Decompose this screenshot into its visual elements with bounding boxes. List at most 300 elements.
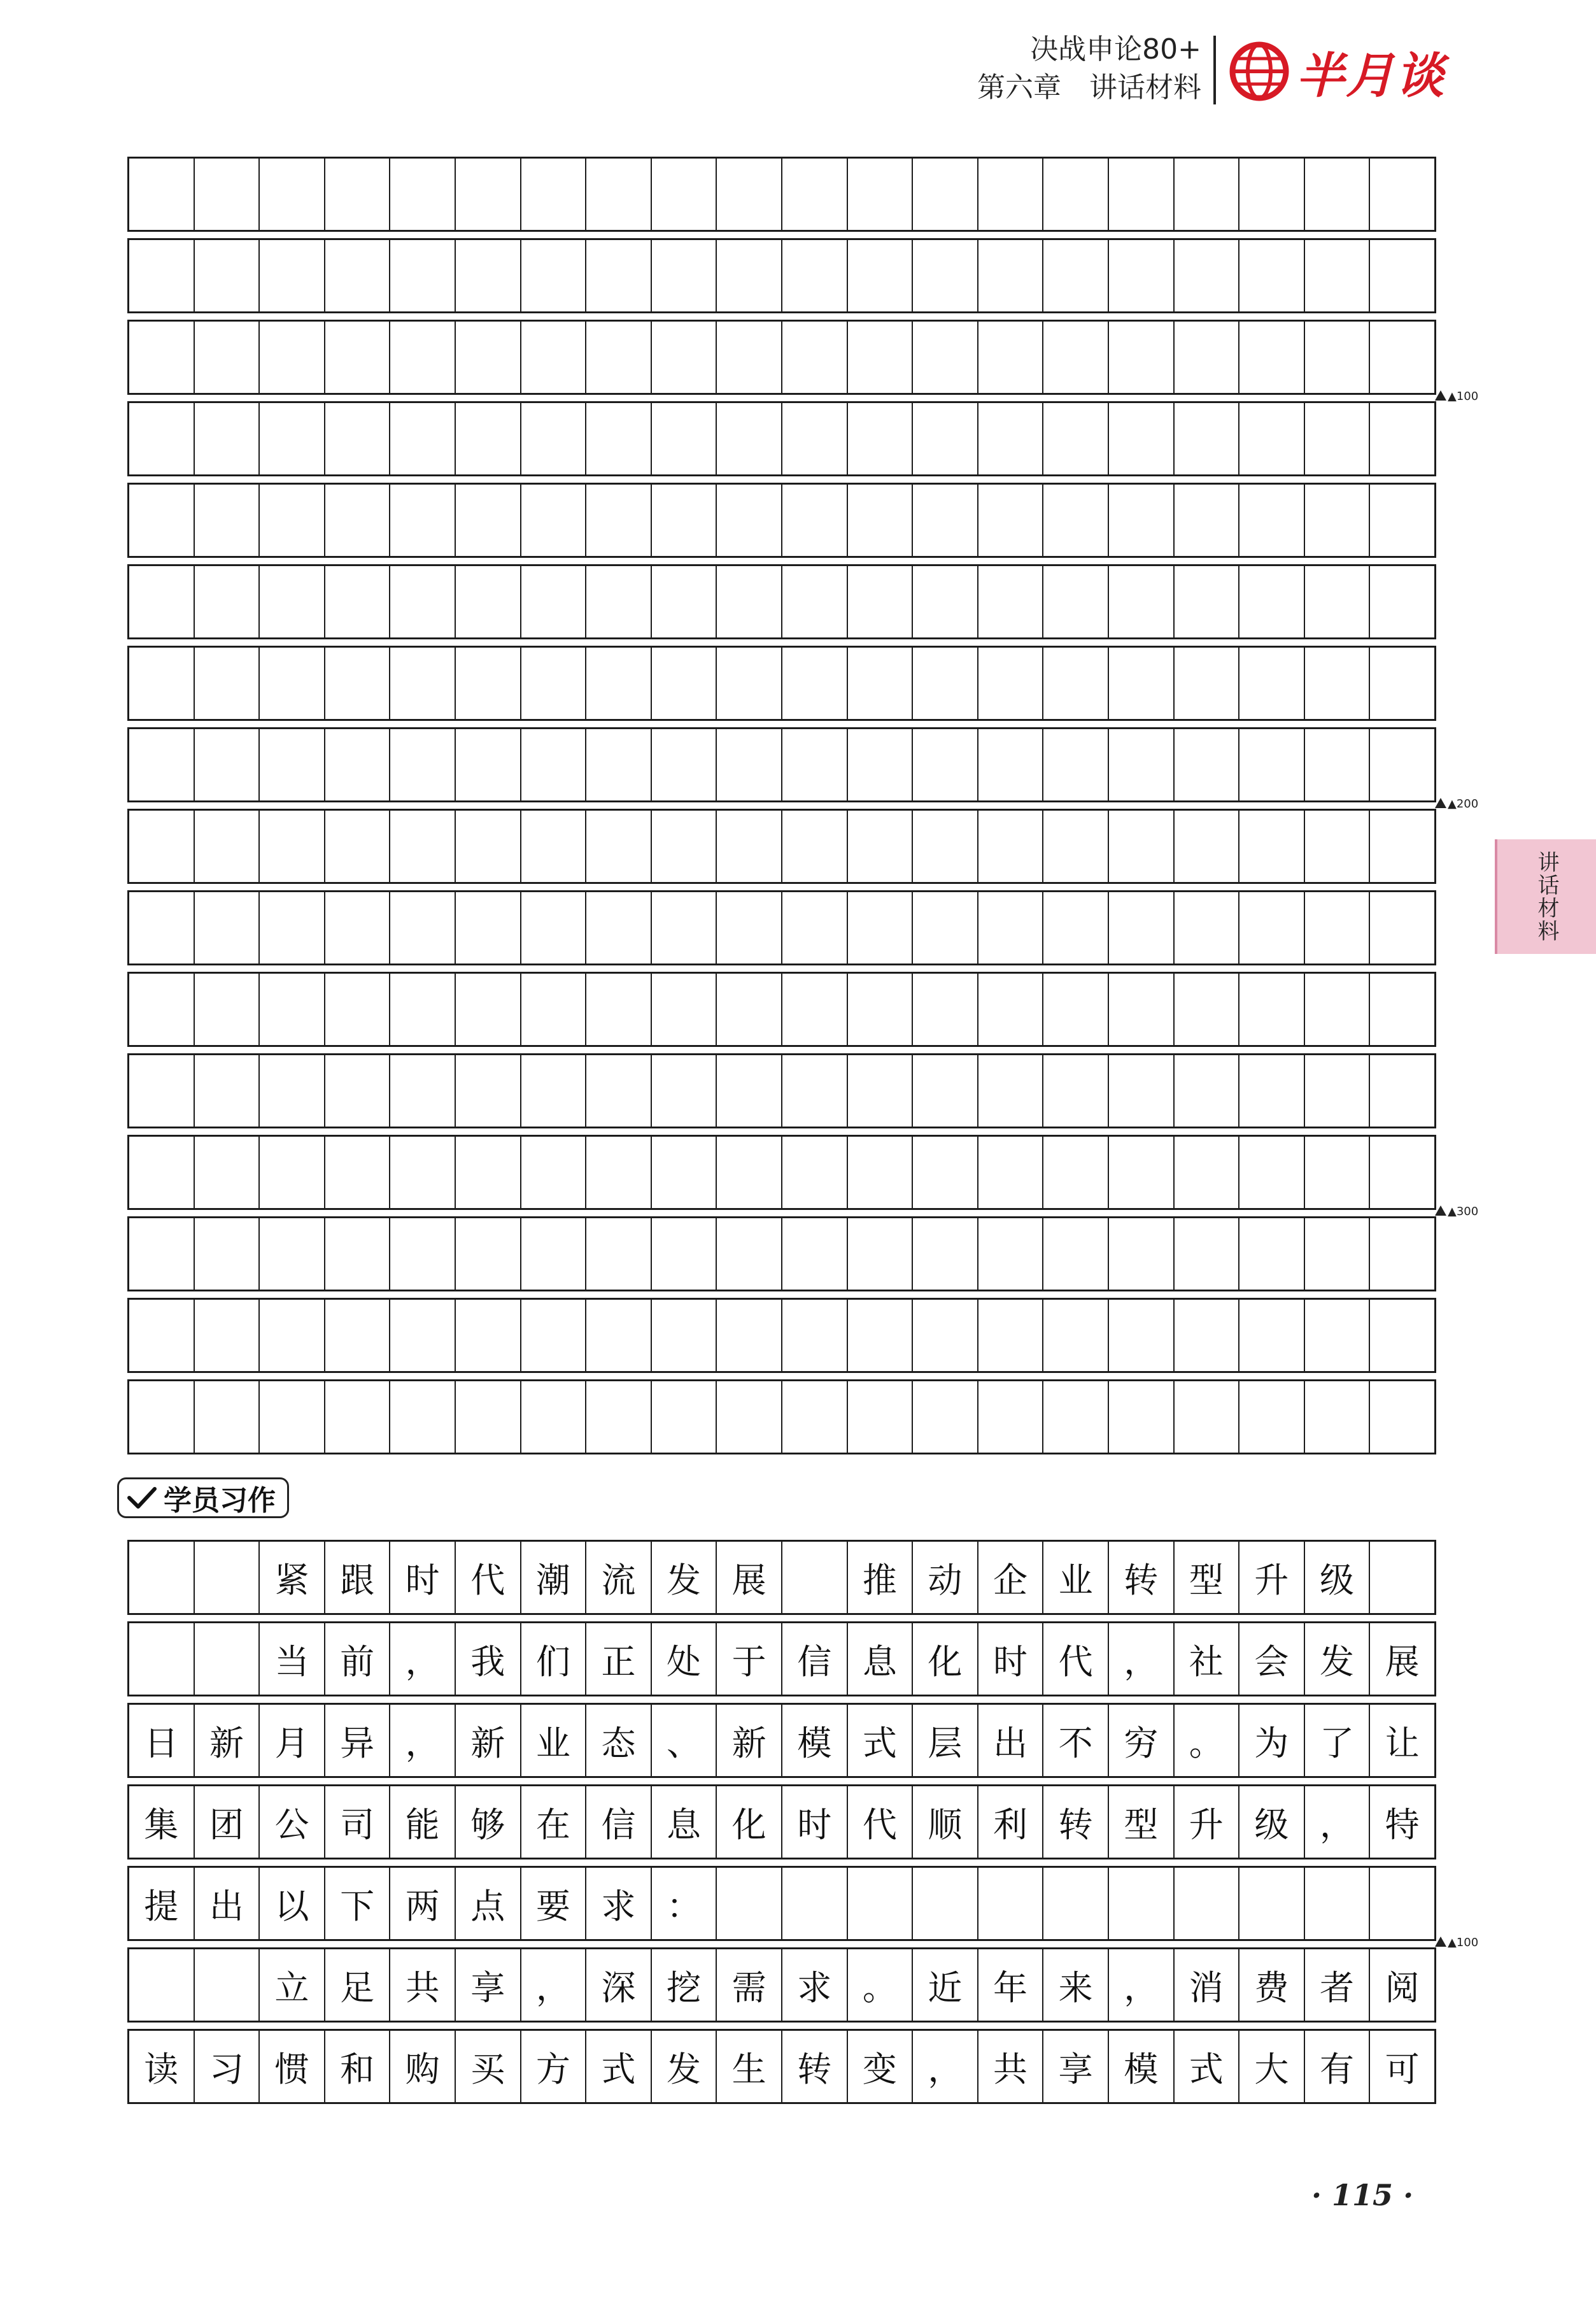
- grid-cell: [1304, 811, 1369, 882]
- grid-cell: [912, 240, 977, 311]
- grid-row: [127, 1216, 1436, 1291]
- grid-cell: [258, 1300, 324, 1371]
- grid-cell: [1238, 240, 1304, 311]
- grid-cell: [1369, 974, 1434, 1045]
- grid-cell: [847, 1381, 912, 1453]
- grid-cell: [1042, 1300, 1108, 1371]
- grid-cell: [1369, 892, 1434, 963]
- grid-cell: [912, 892, 977, 963]
- essay-cell: 和: [324, 2031, 390, 2102]
- grid-cell: [389, 1381, 455, 1453]
- grid-cell: [651, 159, 716, 230]
- grid-cell: [1304, 322, 1369, 393]
- grid-cell: [324, 648, 390, 719]
- essay-cell: 式: [847, 1705, 912, 1776]
- grid-cell: [455, 485, 520, 556]
- grid-cell: [1108, 240, 1173, 311]
- grid-cell: [1304, 159, 1369, 230]
- grid-cell: [1304, 566, 1369, 637]
- grid-cell: [977, 1300, 1043, 1371]
- essay-cell: 紧: [258, 1542, 324, 1613]
- grid-cell: [651, 1300, 716, 1371]
- grid-cell: [1304, 1137, 1369, 1208]
- essay-cell: 化: [912, 1623, 977, 1695]
- grid-cell: [781, 892, 847, 963]
- grid-cell: [1238, 892, 1304, 963]
- grid-cell: [651, 485, 716, 556]
- grid-cell: [716, 974, 781, 1045]
- grid-cell: [781, 240, 847, 311]
- grid-cell: [324, 729, 390, 800]
- essay-row: [127, 1784, 1436, 1859]
- grid-cell: [1369, 240, 1434, 311]
- grid-marker-200: [1435, 797, 1478, 811]
- grid-cell: [324, 974, 390, 1045]
- grid-cell: [194, 811, 259, 882]
- essay-cell: 新: [455, 1705, 520, 1776]
- grid-cell: [585, 729, 651, 800]
- grid-cell: [1238, 1218, 1304, 1290]
- essay-cell: 异: [324, 1705, 390, 1776]
- grid-cell: [258, 1218, 324, 1290]
- grid-cell: [585, 485, 651, 556]
- grid-cell: [651, 1055, 716, 1127]
- essay-row: [127, 1866, 1436, 1941]
- grid-cell: [258, 566, 324, 637]
- grid-cell: [194, 1137, 259, 1208]
- grid-row: [127, 564, 1436, 639]
- grid-cell: [781, 811, 847, 882]
- grid-cell: [781, 566, 847, 637]
- grid-cell: [520, 1055, 586, 1127]
- grid-cell: [1173, 1137, 1239, 1208]
- grid-cell: [1173, 892, 1239, 963]
- grid-cell: [716, 485, 781, 556]
- grid-cell: [194, 974, 259, 1045]
- grid-cell: [520, 322, 586, 393]
- essay-cell: 有: [1304, 2031, 1369, 2102]
- grid-row: [127, 1298, 1436, 1373]
- brand-logo: [1229, 39, 1445, 103]
- grid-cell: [258, 403, 324, 474]
- grid-cell: [1108, 1218, 1173, 1290]
- grid-cell: [455, 974, 520, 1045]
- essay-cell: 息: [651, 1786, 716, 1858]
- grid-cell: [912, 1300, 977, 1371]
- essay-cell: [194, 1949, 259, 2021]
- essay-cell: 。: [847, 1949, 912, 2021]
- grid-cell: [1369, 729, 1434, 800]
- grid-cell: [1042, 322, 1108, 393]
- grid-cell: [585, 1137, 651, 1208]
- essay-cell: 发: [1304, 1623, 1369, 1695]
- grid-cell: [1173, 1300, 1239, 1371]
- essay-cell: ：: [651, 1868, 716, 1939]
- grid-cell: [520, 1300, 586, 1371]
- grid-cell: [520, 1137, 586, 1208]
- essay-cell: 能: [389, 1786, 455, 1858]
- grid-cell: [651, 1381, 716, 1453]
- grid-cell: [520, 648, 586, 719]
- grid-cell: [585, 159, 651, 230]
- grid-cell: [258, 1381, 324, 1453]
- essay-marker-label: ▲100: [1448, 1936, 1479, 1949]
- essay-cell: 读: [144, 2049, 179, 2089]
- grid-cell: [585, 1055, 651, 1127]
- grid-cell: [1369, 566, 1434, 637]
- essay-cell: 惯: [258, 2031, 324, 2102]
- grid-cell: [977, 892, 1043, 963]
- grid-cell: [1238, 1055, 1304, 1127]
- essay-cell: 升: [1238, 1542, 1304, 1613]
- essay-cell: 公: [258, 1786, 324, 1858]
- essay-cell: 流: [585, 1542, 651, 1613]
- grid-row: [127, 972, 1436, 1047]
- essay-cell: 习: [194, 2031, 259, 2102]
- grid-cell: [389, 1137, 455, 1208]
- essay-cell: ，: [1108, 1623, 1173, 1695]
- grid-cell: [194, 1300, 259, 1371]
- grid-cell: [1238, 1300, 1304, 1371]
- essay-cell: 级: [1304, 1542, 1369, 1613]
- grid-cell: [1238, 566, 1304, 637]
- grid-cell: [1042, 240, 1108, 311]
- essay-cell: 时: [781, 1786, 847, 1858]
- grid-cell: [324, 240, 390, 311]
- grid-cell: [977, 648, 1043, 719]
- grid-cell: [129, 1381, 194, 1453]
- grid-row: [127, 1053, 1436, 1128]
- grid-cell: [1369, 1055, 1434, 1127]
- essay-cell: 求: [585, 1868, 651, 1939]
- grid-cell: [194, 892, 259, 963]
- grid-cell: [1369, 1218, 1434, 1290]
- grid-cell: [1173, 729, 1239, 800]
- essay-cell: 新: [716, 1705, 781, 1776]
- essay-cell: [129, 1542, 194, 1613]
- grid-cell: [1108, 1300, 1173, 1371]
- grid-cell: [912, 1218, 977, 1290]
- essay-cell: 阅: [1369, 1949, 1434, 2021]
- grid-cell: [258, 485, 324, 556]
- grid-cell: [389, 485, 455, 556]
- essay-cell: 发: [651, 1542, 716, 1613]
- essay-cell: ，: [1304, 1786, 1369, 1858]
- grid-cell: [520, 974, 586, 1045]
- grid-cell: [912, 1381, 977, 1453]
- grid-cell: [781, 1055, 847, 1127]
- grid-cell: [520, 159, 586, 230]
- grid-cell: [977, 1218, 1043, 1290]
- grid-cell: [847, 892, 912, 963]
- essay-cell: 展: [1369, 1623, 1434, 1695]
- grid-cell: [1238, 1381, 1304, 1453]
- grid-cell: [1304, 729, 1369, 800]
- grid-cell: [1108, 159, 1173, 230]
- essay-cell: [1369, 1542, 1434, 1613]
- essay-cell: 点: [455, 1868, 520, 1939]
- essay-cell: 深: [585, 1949, 651, 2021]
- essay-cell: 不: [1042, 1705, 1108, 1776]
- essay-cell: [977, 1868, 1043, 1939]
- grid-cell: [1369, 648, 1434, 719]
- essay-cell: 享: [1042, 2031, 1108, 2102]
- essay-cell: 出: [194, 1868, 259, 1939]
- grid-cell: [258, 240, 324, 311]
- grid-row: [127, 646, 1436, 721]
- grid-cell: [324, 1300, 390, 1371]
- grid-cell: [1238, 974, 1304, 1045]
- grid-cell: [520, 566, 586, 637]
- grid-cell: [977, 1381, 1043, 1453]
- grid-cell: [651, 729, 716, 800]
- essay-cell: [129, 1949, 194, 2021]
- grid-cell: [1042, 159, 1108, 230]
- essay-cell: 提: [144, 1886, 179, 1926]
- essay-cell: 需: [716, 1949, 781, 2021]
- grid-cell: [1042, 729, 1108, 800]
- essay-cell: ，: [389, 1705, 455, 1776]
- side-tab: [1495, 839, 1596, 954]
- essay-cell: 息: [847, 1623, 912, 1695]
- grid-cell: [1042, 1218, 1108, 1290]
- grid-cell: [389, 974, 455, 1045]
- header-chapter: 第六章 讲话材料: [977, 71, 1201, 104]
- essay-cell: 特: [1369, 1786, 1434, 1858]
- grid-cell: [129, 485, 194, 556]
- grid-cell: [455, 1218, 520, 1290]
- essay-cell: 、: [651, 1705, 716, 1776]
- grid-cell: [1304, 485, 1369, 556]
- grid-cell: [455, 648, 520, 719]
- grid-cell: [1173, 566, 1239, 637]
- grid-cell: [1304, 1218, 1369, 1290]
- essay-cell: 型: [1173, 1542, 1239, 1613]
- grid-cell: [847, 1300, 912, 1371]
- grid-cell: [1173, 159, 1239, 230]
- grid-cell: [324, 1055, 390, 1127]
- essay-cell: 跟: [324, 1542, 390, 1613]
- grid-cell: [1108, 974, 1173, 1045]
- grid-cell: [716, 403, 781, 474]
- grid-cell: [1238, 1137, 1304, 1208]
- grid-cell: [977, 485, 1043, 556]
- essay-cell: 时: [389, 1542, 455, 1613]
- grid-cell: [258, 1055, 324, 1127]
- essay-cell: 时: [977, 1623, 1043, 1695]
- grid-cell: [781, 403, 847, 474]
- grid-cell: [585, 811, 651, 882]
- grid-cell: [847, 1055, 912, 1127]
- grid-cell: [1173, 322, 1239, 393]
- grid-cell: [781, 729, 847, 800]
- grid-cell: [847, 729, 912, 800]
- essay-cell: [129, 1623, 194, 1695]
- essay-cell: 近: [912, 1949, 977, 2021]
- grid-cell: [1173, 1218, 1239, 1290]
- grid-cell: [847, 1137, 912, 1208]
- grid-cell: [194, 648, 259, 719]
- essay-cell: 代: [847, 1786, 912, 1858]
- grid-cell: [585, 1218, 651, 1290]
- grid-cell: [1369, 403, 1434, 474]
- grid-cell: [389, 1300, 455, 1371]
- grid-cell: [455, 566, 520, 637]
- essay-cell: [781, 1868, 847, 1939]
- grid-cell: [324, 811, 390, 882]
- essay-cell: 化: [716, 1786, 781, 1858]
- essay-cell: 在: [520, 1786, 586, 1858]
- essay-cell: 正: [585, 1623, 651, 1695]
- grid-cell: [324, 1218, 390, 1290]
- grid-cell: [716, 322, 781, 393]
- header-book-title: 决战申论80+: [1030, 33, 1201, 66]
- grid-cell: [912, 648, 977, 719]
- grid-cell: [389, 729, 455, 800]
- grid-cell: [258, 974, 324, 1045]
- essay-cell: 方: [520, 2031, 586, 2102]
- grid-cell: [847, 811, 912, 882]
- grid-cell: [129, 1300, 194, 1371]
- essay-cell: 企: [977, 1542, 1043, 1613]
- essay-cell: [194, 1542, 259, 1613]
- grid-cell: [847, 485, 912, 556]
- grid-cell: [585, 1300, 651, 1371]
- essay-cell: 日: [144, 1723, 179, 1763]
- grid-cell: [1238, 485, 1304, 556]
- essay-cell: ，: [912, 2031, 977, 2102]
- grid-cell: [1108, 322, 1173, 393]
- essay-cell: 两: [389, 1868, 455, 1939]
- grid-cell: [977, 159, 1043, 230]
- essay-cell: 下: [324, 1868, 390, 1939]
- grid-cell: [651, 1137, 716, 1208]
- essay-cell: [1173, 1868, 1239, 1939]
- grid-cell: [716, 566, 781, 637]
- essay-cell: 升: [1173, 1786, 1239, 1858]
- grid-cell: [1304, 648, 1369, 719]
- grid-cell: [847, 648, 912, 719]
- grid-cell: [781, 1218, 847, 1290]
- grid-cell: [912, 566, 977, 637]
- grid-cell: [194, 322, 259, 393]
- grid-cell: [1238, 403, 1304, 474]
- grid-cell: [520, 1381, 586, 1453]
- essay-cell: 。: [1173, 1705, 1239, 1776]
- essay-cell: 月: [258, 1705, 324, 1776]
- side-tab-label: 讲话材料: [1534, 851, 1559, 942]
- essay-cell: 共: [977, 2031, 1043, 2102]
- grid-cell: [455, 322, 520, 393]
- essay-cell: 让: [1369, 1705, 1434, 1776]
- grid-cell: [1238, 811, 1304, 882]
- grid-cell: [585, 648, 651, 719]
- grid-cell: [455, 403, 520, 474]
- grid-cell: [977, 1137, 1043, 1208]
- essay-cell: [781, 1542, 847, 1613]
- grid-cell: [651, 566, 716, 637]
- grid-cell: [716, 1055, 781, 1127]
- grid-cell: [520, 240, 586, 311]
- essay-cell: 当: [258, 1623, 324, 1695]
- grid-cell: [1173, 811, 1239, 882]
- grid-cell: [977, 322, 1043, 393]
- grid-cell: [1173, 240, 1239, 311]
- answer-grid: [127, 157, 1436, 1461]
- grid-cell: [651, 648, 716, 719]
- grid-cell: [585, 240, 651, 311]
- grid-cell: [1108, 485, 1173, 556]
- check-icon: [127, 1485, 157, 1511]
- grid-cell: [847, 566, 912, 637]
- grid-cell: [1304, 403, 1369, 474]
- grid-cell: [1042, 403, 1108, 474]
- grid-cell: [455, 1055, 520, 1127]
- grid-cell: [977, 974, 1043, 1045]
- grid-cell: [389, 648, 455, 719]
- grid-cell: [1108, 729, 1173, 800]
- grid-cell: [781, 1381, 847, 1453]
- grid-cell: [1369, 1137, 1434, 1208]
- grid-cell: [651, 892, 716, 963]
- grid-cell: [1042, 811, 1108, 882]
- grid-cell: [651, 403, 716, 474]
- grid-row: [127, 1135, 1436, 1210]
- grid-cell: [520, 403, 586, 474]
- grid-cell: [129, 566, 194, 637]
- grid-cell: [455, 1300, 520, 1371]
- grid-cell: [651, 811, 716, 882]
- grid-cell: [1304, 892, 1369, 963]
- grid-cell: [585, 322, 651, 393]
- essay-cell: 社: [1173, 1623, 1239, 1695]
- essay-cell: 年: [977, 1949, 1043, 2021]
- grid-cell: [1369, 322, 1434, 393]
- grid-cell: [781, 322, 847, 393]
- grid-cell: [1173, 1055, 1239, 1127]
- grid-cell: [977, 566, 1043, 637]
- essay-cell: 推: [847, 1542, 912, 1613]
- essay-cell: 大: [1238, 2031, 1304, 2102]
- grid-cell: [324, 892, 390, 963]
- grid-cell: [1042, 648, 1108, 719]
- grid-cell: [194, 566, 259, 637]
- essay-cell: ，: [520, 1949, 586, 2021]
- grid-cell: [1108, 892, 1173, 963]
- grid-cell: [1173, 403, 1239, 474]
- grid-cell: [324, 159, 390, 230]
- grid-cell: [1238, 159, 1304, 230]
- essay-cell: 模: [781, 1705, 847, 1776]
- essay-cell: 代: [1042, 1623, 1108, 1695]
- essay-marker-100: [1435, 1936, 1478, 1949]
- grid-cell: [129, 403, 194, 474]
- essay-cell: 式: [1173, 2031, 1239, 2102]
- grid-cell: [520, 729, 586, 800]
- grid-cell: [585, 566, 651, 637]
- grid-cell: [1173, 1381, 1239, 1453]
- grid-cell: [1042, 566, 1108, 637]
- essay-cell: [716, 1868, 781, 1939]
- essay-cell: 转: [1108, 1542, 1173, 1613]
- grid-cell: [1042, 1381, 1108, 1453]
- essay-cell: 费: [1238, 1949, 1304, 2021]
- grid-cell: [977, 240, 1043, 311]
- essay-cell: [847, 1868, 912, 1939]
- essay-cell: 态: [585, 1705, 651, 1776]
- essay-cell: 购: [389, 2031, 455, 2102]
- grid-cell: [716, 1137, 781, 1208]
